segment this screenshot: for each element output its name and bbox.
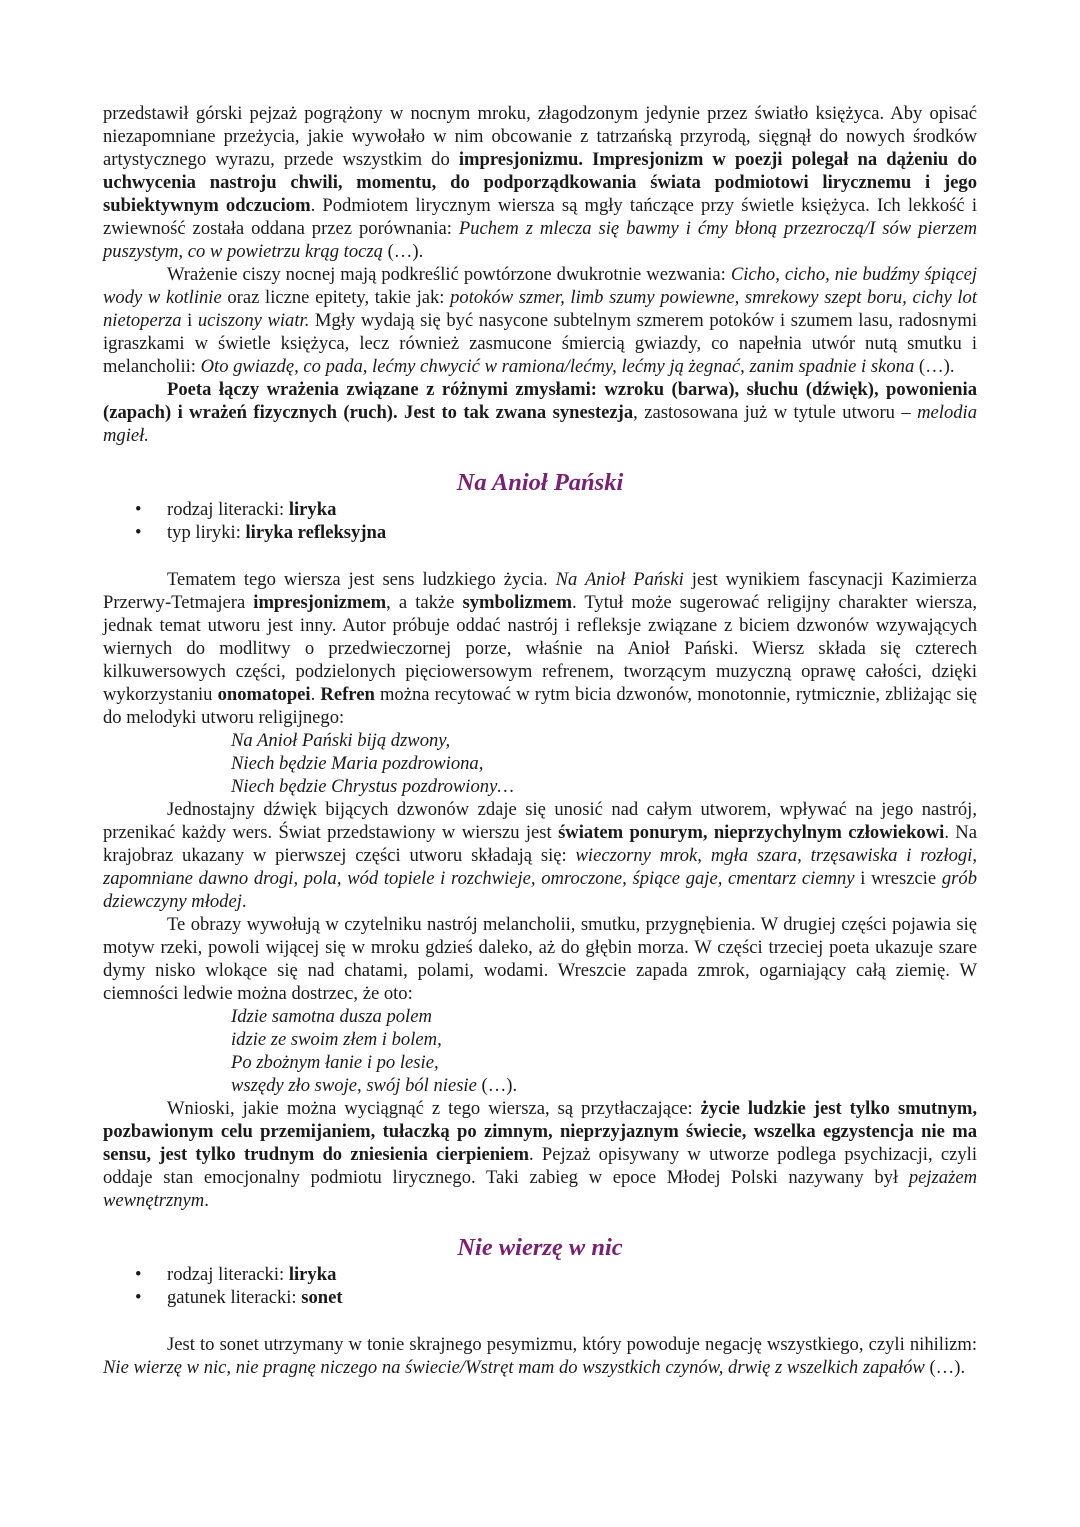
section-title-nie-wierze-w-nic: Nie wierzę w nic [457, 1234, 623, 1261]
bold-text: życie ludzkie jest tylko smutnym, pozbawionym celu przemijaniem, tułaczką po zimnym, nieprzyjaznym świecie, wszelka egzystencja nie ma sensu, jest tylko trudnym do zniesienia cierpieniem [103, 1098, 978, 1165]
bullet-icon: • [135, 522, 142, 543]
paragraph-bells [103, 798, 977, 913]
section-title-na-aniol-panski: Na Anioł Pański [456, 469, 624, 496]
text: . Tytuł może sugerować religijny charakter wiersza, jednak temat utworu jest inny. Autor próbuje oddać nastrój i refleksje związane z biciem dzwonów wzywających wiernych do modlitwy o przedwieczornej porze, właśnie na Anioł Pański. Wiersz składa się czterech kilkuwersowych części, podzielonych pięciowersowym refrenem, tworzącym muzyczną oprawę całości, dzięki wykorzystaniu [103, 592, 977, 705]
document-page [103, 102, 977, 1379]
text: i [181, 310, 198, 331]
quote-text: pejzażem wewnętrznym [103, 1167, 977, 1211]
item-label: rodzaj literacki: [167, 499, 289, 520]
item-label: rodzaj literacki: [167, 1264, 289, 1285]
bold-text: Refren [320, 684, 375, 705]
ellipsis-text: (…). [476, 1075, 518, 1096]
text: Te obrazy wywołują w czytelniku nastrój melancholii, smutku, przygnębienia. W drugiej części pojawia się motyw rzeki, powoli wijącej się w mroku gdzieś daleko, aż do głębin morza. W części trzeciej poeta ukazuje szare dymy nisko wlokące się nad chatami, polami, wodami. Wreszcie zapada zmrok, ogarniający całą ziemię. W ciemności ledwie można dostrzec, że oto: [103, 914, 977, 1004]
paragraph-conclusions [103, 1097, 977, 1212]
poem-quote-refrain [103, 729, 977, 798]
item-value: liryka [288, 1264, 337, 1285]
list-item [103, 521, 977, 544]
text: Mgły wydają się być nasycone subtelnym szmerem potoków i szumem lasu, radosnymi igraszkami w świetle księżyca, lecz również zasmucone śmiercią gwiazdy, co napełnia utwór nutą smutku i melancholii: [103, 310, 977, 377]
paragraph-topic [103, 568, 977, 729]
text: Jednostajny dźwięk bijących dzwonów zdaje się unosić nad całym utworem, wpływać na jego nastrój, przenikać każdy wers. Świat przedstawiony w wierszu jest [103, 799, 977, 843]
list-item [103, 1286, 977, 1309]
bullet-icon: • [135, 499, 142, 520]
poem-line: Po zbożnym łanie i po lesie, [231, 1052, 439, 1073]
quote-text: wieczorny mrok, mgła szara, trzęsawiska i rozłogi, zapomniane dawno drogi, pola, wód topiele i rozchwieje, omroczone, śpiące gaje, cmentarz ciemny [103, 845, 977, 889]
poem-line: Niech będzie Chrystus pozdrowiony… [231, 776, 514, 797]
text: Tematem tego wiersza jest sens ludzkiego życia. [167, 569, 556, 590]
text: Wnioski, jakie można wyciągnąć z tego wiersza, są przytłaczające: [167, 1098, 701, 1119]
text: . [310, 684, 321, 705]
poem-line: Na Anioł Pański biją dzwony, [231, 730, 451, 751]
paragraph-images [103, 913, 977, 1005]
bold-text: impresjonizmu. [458, 149, 583, 170]
text: (…). [914, 356, 955, 377]
item-value: liryka [288, 499, 337, 520]
list-item [103, 1263, 977, 1286]
paragraph-mist-intro [103, 102, 977, 263]
bold-text: symbolizmem [462, 592, 572, 613]
poem-line [231, 1074, 977, 1097]
item-label: gatunek literacki: [167, 1287, 302, 1308]
bold-text: onomatopei [217, 684, 311, 705]
text: . Podmiotem lirycznym wiersza są mgły tańczące przy świetle księżyca. Ich lekkość i zwiewność została oddana przez porównania: [103, 195, 978, 239]
paragraph-silence [103, 263, 977, 378]
info-list [103, 498, 977, 544]
poem-line: Idzie samotna dusza polem [231, 1006, 432, 1027]
text: (…). [382, 241, 424, 262]
text: Jest to sonet utrzymany w tonie skrajnego pesymizmu, który powoduje negację wszystkiego, czyli nihilizm: [167, 1334, 977, 1355]
poem-line: Niech będzie Maria pozdrowiona, [231, 753, 484, 774]
text: Wrażenie ciszy nocnej mają podkreślić powtórzone dwukrotnie wezwania: [167, 264, 731, 285]
text: można recytować w rytm bicia dzwonów, monotonnie, rytmicznie, zbliżając się do melodyki utworu religijnego: [103, 684, 978, 728]
bold-text: Poeta łączy wrażenia związane z różnymi zmysłami: wzroku (barwa), słuchu (dźwięk), powonienia (zapach) i wrażeń fizycznych (ruch). Jest to tak zwana synestezja [103, 379, 977, 423]
quote-text: Puchem z mlecza się bawmy i ćmy błoną przezroczą/I sów pierzem puszystym, co w powietrzu krąg toczą [103, 218, 977, 262]
item-value: sonet [301, 1287, 343, 1308]
bold-text: impresjonizmem [253, 592, 387, 613]
quote-text: grób dziewczyny młodej [103, 868, 977, 912]
quote-text: Cicho, cicho, nie budźmy śpiącej wody w kotlinie [103, 264, 977, 308]
info-list [103, 1263, 977, 1309]
poem-line-text: wszędy zło swoje, swój ból niesie [231, 1075, 477, 1096]
text: (…). [924, 1357, 966, 1378]
text: i wreszcie [854, 868, 942, 889]
bold-text: Impresjonizm w poezji polegał na dążeniu do uchwycenia nastroju chwili, momentu, do podporządkowania świata podmiotowi lirycznemu i jego subiektywnym odczuciom [103, 149, 977, 216]
text: przedstawił górski pejzaż pogrążony w nocnym mroku, złagodzonym jedynie przez światło księżyca. Aby opisać niezapomniane przeżycia, jakie wywołało w nim obcowanie z tatrzańską przyrodą, sięgnął do nowych środków artystycznego wyrazu, przede wszystkim do [103, 103, 977, 170]
text: . [204, 1190, 209, 1211]
poem-quote-soul [103, 1005, 977, 1097]
text: . Na krajobraz ukazany w pierwszej części utworu składają się: [103, 822, 977, 866]
item-label: typ liryki: [167, 522, 246, 543]
item-value: liryka refleksyjna [245, 522, 387, 543]
paragraph-synesthesia [103, 378, 977, 447]
text: , zastosowana już w tytule utworu – [633, 402, 918, 423]
text: jest wynikiem fascynacji Kazimierza Przerwy-Tetmajera [103, 569, 977, 613]
text: . Pejzaż opisywany w utworze podlega psychizacji, czyli oddaje stan emocjonalny podmiotu lirycznego. Taki zabieg w epoce Młodej Polski nazywany był [103, 1144, 977, 1188]
list-item [103, 498, 977, 521]
text [583, 149, 592, 170]
poem-line: idzie ze swoim złem i bolem, [231, 1029, 442, 1050]
bullet-icon: • [135, 1287, 142, 1308]
text: oraz liczne epitety, takie jak: [221, 287, 451, 308]
quote-text: uciszony wiatr. [197, 310, 310, 331]
quote-text: Na Anioł Pański [555, 569, 684, 590]
quote-text: Oto gwiazdę, co pada, lećmy chwycić w ramiona/lećmy, lećmy ją żegnać, zanim spadnie i skona [200, 356, 915, 377]
bold-text: światem ponurym, nieprzychylnym człowiekowi [558, 822, 945, 843]
quote-text: potoków szmer, limb szumy powiewne, smrekowy szept boru, cichy lot nietoperza [103, 287, 977, 331]
text: . [241, 891, 247, 912]
text: , a także [386, 592, 463, 613]
paragraph-sonnet [103, 1333, 977, 1379]
bullet-icon: • [135, 1264, 142, 1285]
quote-text: melodia mgieł. [103, 402, 977, 446]
quote-text: Nie wierzę w nic, nie pragnę niczego na świecie/Wstręt mam do wszystkich czynów, drwię z wszelkich zapałów [103, 1357, 925, 1378]
